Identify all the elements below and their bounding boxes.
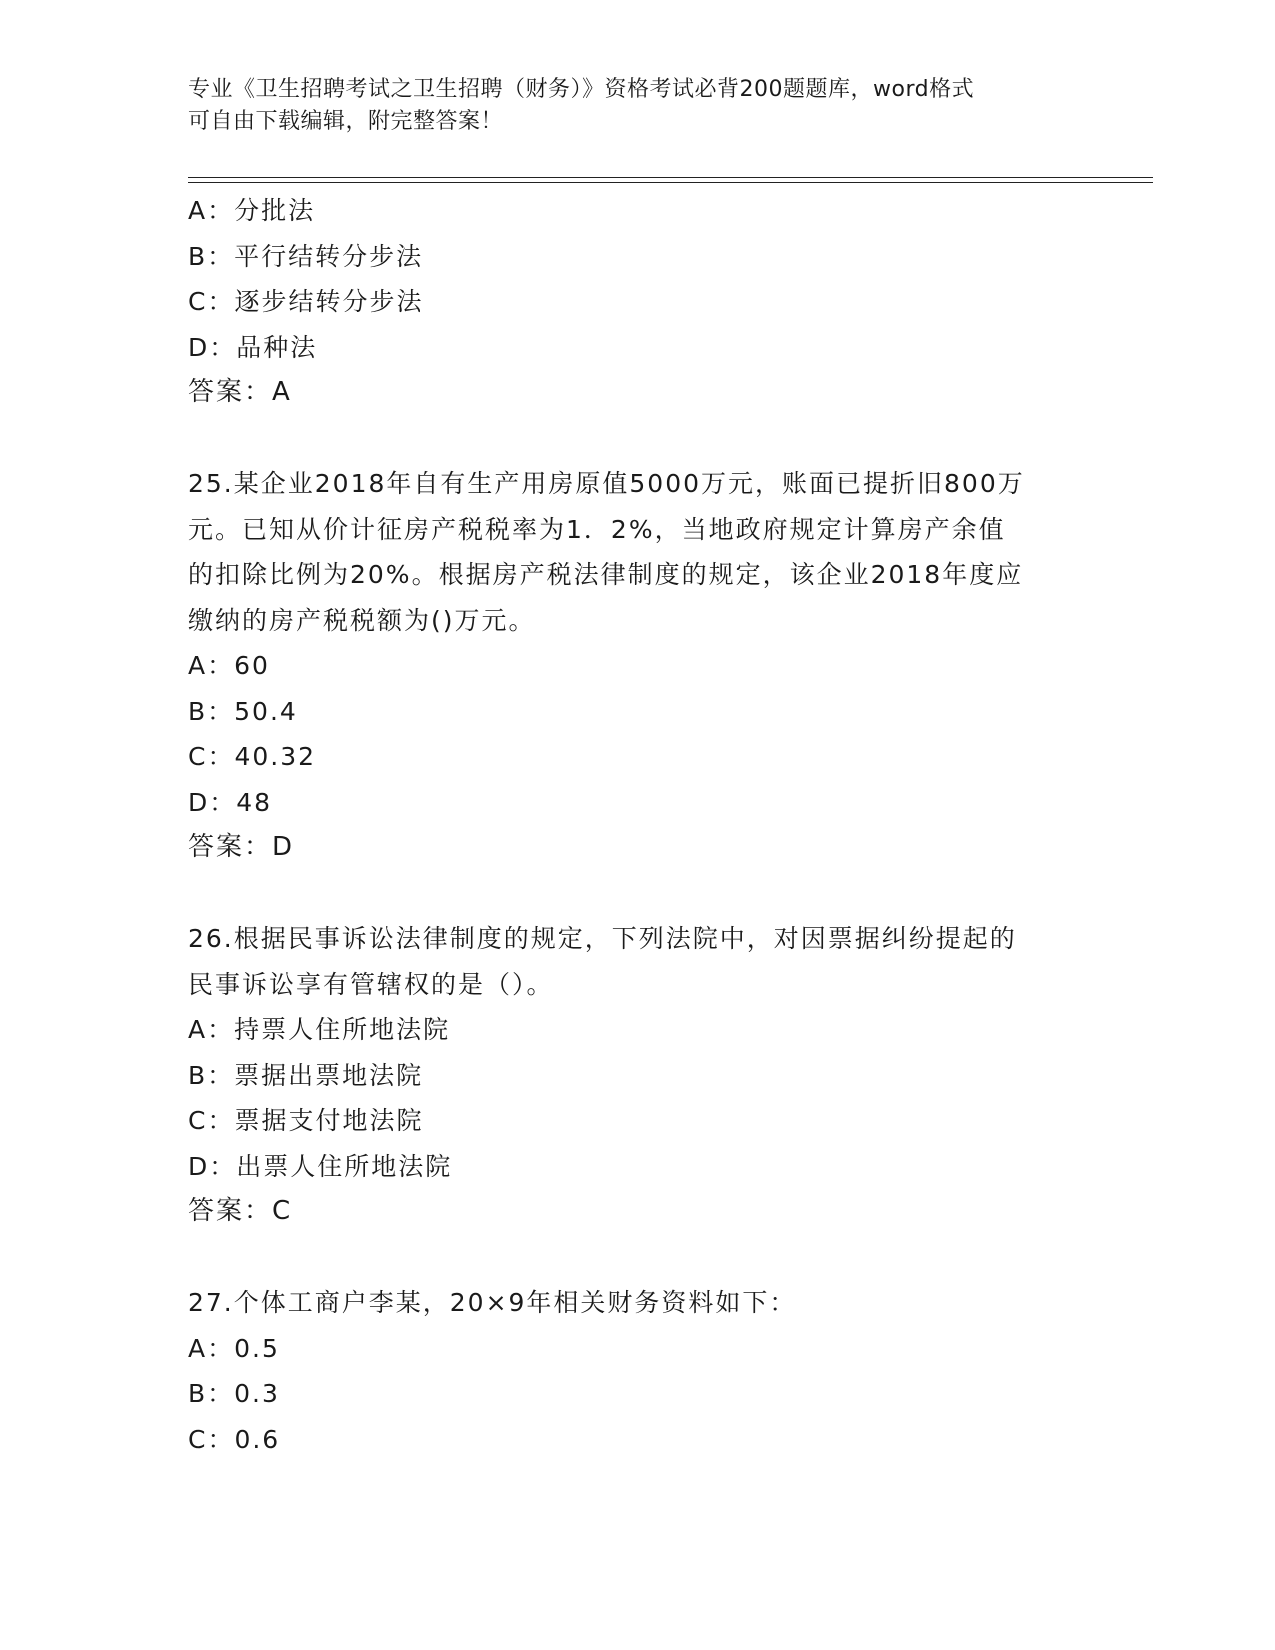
option-b: B：50.4 [188, 696, 298, 726]
question-stem-line: 缴纳的房产税税额为()万元。 [188, 605, 536, 635]
option-a: A：0.5 [188, 1333, 280, 1363]
header-divider-bottom [188, 182, 1153, 183]
document-header [188, 74, 1068, 138]
question-stem-line: 民事诉讼享有管辖权的是（）。 [188, 969, 554, 999]
option-d: D：品种法 [188, 332, 318, 362]
header-title-line-1: 专业《卫生招聘考试之卫生招聘（财务）》资格考试必背200题题库，word格式 [188, 77, 975, 102]
option-d: D：48 [188, 787, 273, 817]
answer-text: 答案：D [188, 832, 295, 862]
option-a: A：60 [188, 651, 270, 680]
question-25 [188, 461, 1088, 871]
question-stem-line: 元。已知从价计征房产税税率为1．2%，当地政府规定计算房产余值 [188, 514, 1006, 544]
question-content [188, 188, 1088, 1462]
header-title-line-2: 可自由下载编辑，附完整答案！ [188, 109, 504, 134]
question-stem-line: 27.个体工商户李某，20×9年相关财务资料如下： [188, 1288, 797, 1317]
question-spacer [188, 1235, 1088, 1281]
question-spacer [188, 416, 1088, 462]
option-a: A：持票人住所地法院 [188, 1015, 451, 1044]
answer-text: 答案：A [188, 377, 292, 407]
question-stem-line: 25.某企业2018年自有生产用房原值5000万元，账面已提折旧800万 [188, 469, 1025, 498]
option-c: C：票据支付地法院 [188, 1106, 424, 1135]
option-a: A：分批法 [188, 196, 316, 225]
header-divider-top [188, 177, 1153, 178]
question-24 [188, 188, 1088, 416]
question-stem-line: 的扣除比例为20%。根据房产税法律制度的规定，该企业2018年度应 [188, 560, 1024, 589]
option-b: B：平行结转分步法 [188, 241, 424, 271]
option-b: B：票据出票地法院 [188, 1060, 424, 1090]
question-26 [188, 916, 1088, 1235]
question-stem-line: 26.根据民事诉讼法律制度的规定，下列法院中，对因票据纠纷提起的 [188, 924, 1017, 953]
option-b: B：0.3 [188, 1379, 280, 1408]
option-c: C：40.32 [188, 742, 317, 771]
answer-text: 答案：C [188, 1196, 293, 1226]
option-c: C：逐步结转分步法 [188, 287, 424, 316]
question-spacer [188, 871, 1088, 917]
option-d: D：出票人住所地法院 [188, 1151, 453, 1181]
question-27 [188, 1280, 1088, 1462]
option-c: C：0.6 [188, 1424, 281, 1454]
